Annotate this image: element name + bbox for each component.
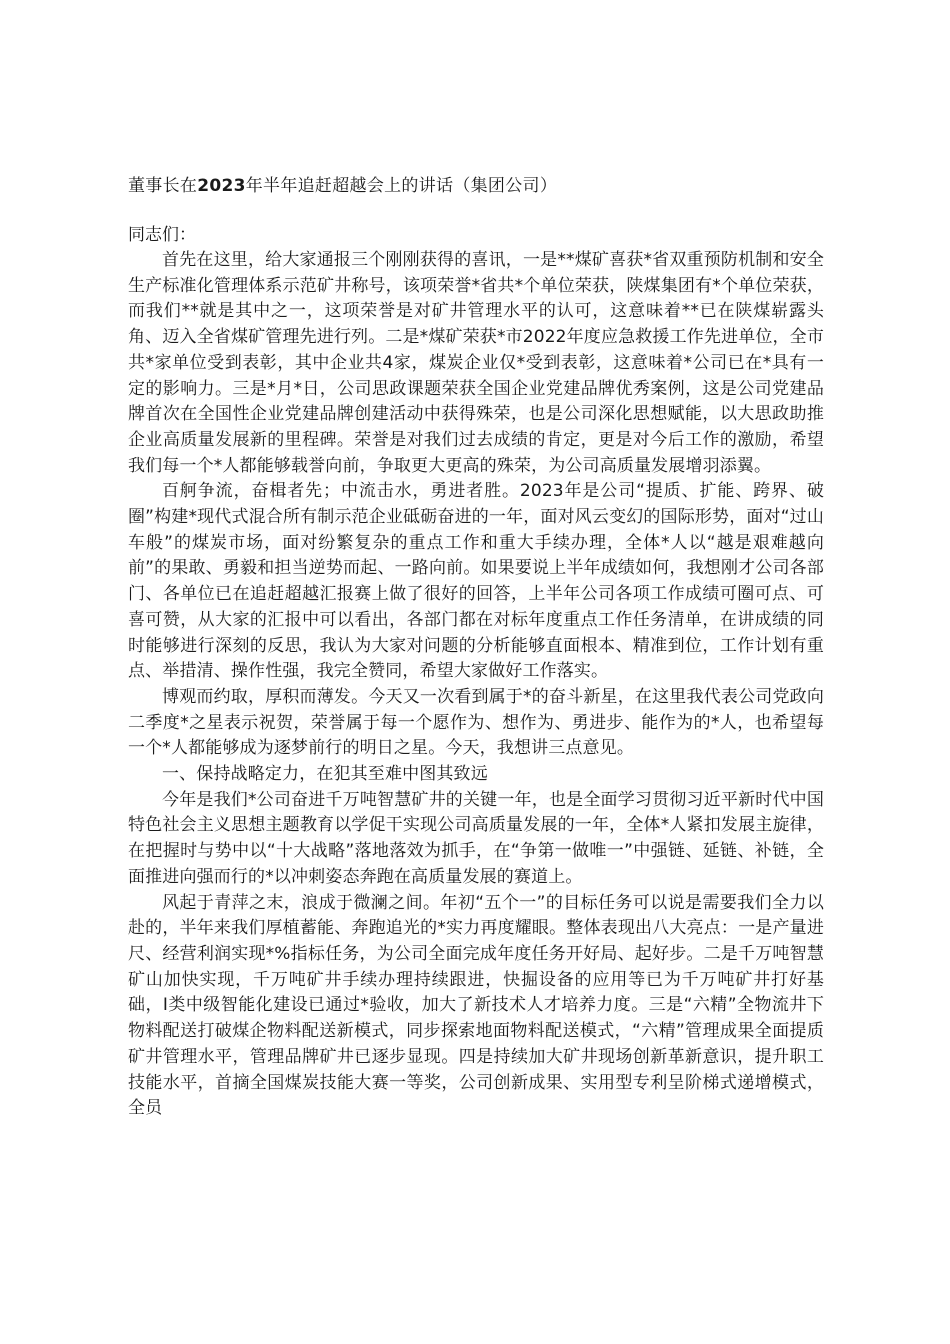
- paragraph-half-year-review: 百舸争流，奋楫者先；中流击水，勇进者胜。2023年是公司“提质、扩能、跨界、破圈”构建*现代式混合所有制示范企业砥砺奋进的一年，面对风云变幻的国际形势，面对“过山车般”的煤炭市场，面对纷繁复杂的重点工作和重大手续办理，全体*人以“越是艰难越向前”的果敢、勇毅和担当逆势而起、一路向前。如果要说上半年成绩如何，我想刚才公司各部门、各单位已在追赶超越汇报赛上做了很好的回答，上半年公司各项工作成绩可圈可点、可喜可赞，从大家的汇报中可以看出，各部门都在对标年度重点工作任务清单，在讲成绩的同时能够进行深刻的反思，我认为大家对问题的分析能够直面根本、精准到位，工作计划有重点、举措清、操作性强，我完全赞同，希望大家做好工作落实。: [128, 481, 824, 682]
- salutation: 同志们：: [128, 225, 196, 245]
- title-prefix: 董事长在: [128, 176, 198, 196]
- document-body: [128, 248, 824, 1122]
- paragraph-good-news: 首先在这里，给大家通报三个刚刚获得的喜讯，一是**煤矿喜获*省双重预防机制和安全生产标准化管理体系示范矿井称号，该项荣誉*省共*个单位荣获，陕煤集团有*个单位荣获，而我们**就是其中之一，这项荣誉是对矿井管理水平的认可，这意味着**已在陕煤崭露头角、迈入全省煤矿管理先进行列。二是*煤矿荣获*市2022年度应急救援工作先进单位，全市共*家单位受到表彰，其中企业共4家，煤炭企业仅*受到表彰，这意味着*公司已在*具有一定的影响力。三是*月*日，公司思政课题荣获全国企业党建品牌优秀案例，这是公司党建品牌首次在全国性企业党建品牌创建活动中获得殊荣，也是公司深化思想赋能，以大思政助推企业高质量发展新的里程碑。荣誉是对我们过去成绩的肯定，更是对今后工作的激励，希望我们每一个*人都能够载誉向前，争取更大更高的殊荣，为公司高质量发展增羽添翼。: [128, 250, 824, 476]
- paragraph-key-year: 今年是我们*公司奋进千万吨智慧矿井的关键一年，也是全面学习贯彻习近平新时代中国特色社会主义思想主题教育以学促干实现公司高质量发展的一年，全体*人紧扣发展主旋律，在把握时与势中以“十大战略”落地落效为抓手，在“争第一做唯一”中强链、延链、补链，全面推进向强而行的*以冲刺姿态奔跑在高质量发展的赛道上。: [128, 789, 824, 887]
- paragraph-highlights: 风起于青萍之末，浪成于微澜之间。年初“五个一”的目标任务可以说是需要我们全力以赴的，半年来我们厚植蓄能、奔跑追光的*实力再度耀眼。整体表现出八大亮点：一是产量进尺、经营利润实现*%指标任务，为公司全面完成年度任务开好局、起好步。二是千万吨智慧矿山加快实现，千万吨矿井手续办理持续跟进，快掘设备的应用等已为千万吨矿井打好基础，I类中级智能化建设已通过*验收，加大了新技术人才培养力度。三是“六精”全物流井下物料配送打破煤企物料配送新模式，同步探索地面物料配送模式，“六精”管理成果全面提质矿井管理水平，管理品牌矿井已逐步显现。四是持续加大矿井现场创新革新意识，提升职工技能水平，首摘全国煤炭技能大赛一等奖，公司创新成果、实用型专利呈阶梯式递增模式，全员: [128, 892, 824, 1119]
- section-heading-1: 一、保持战略定力，在犯其至难中图其致远: [162, 764, 488, 785]
- title-year: 2023: [197, 176, 246, 196]
- document-title: [128, 173, 557, 199]
- title-suffix: 年半年追赶超越会上的讲话（集团公司）: [245, 176, 558, 196]
- paragraph-congratulations: 博观而约取，厚积而薄发。今天又一次看到属于*的奋斗新星，在这里我代表公司党政向二季度*之星表示祝贺，荣誉属于每一个愿作为、想作为、勇进步、能作为的*人，也希望每一个*人都能够成为逐梦前行的明日之星。今天，我想讲三点意见。: [128, 686, 824, 759]
